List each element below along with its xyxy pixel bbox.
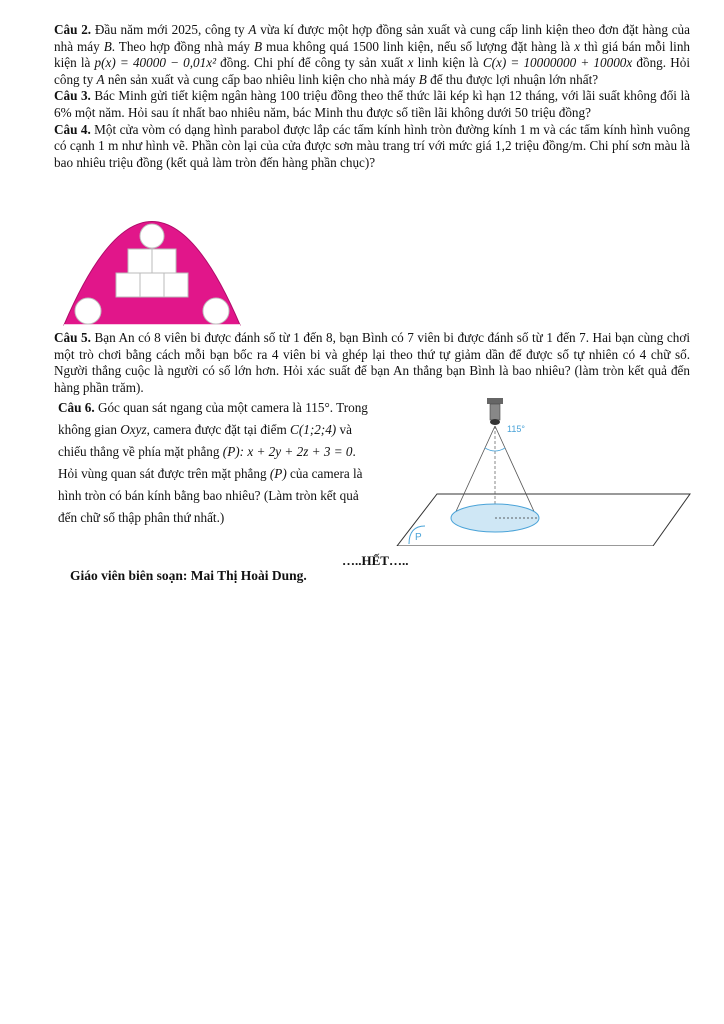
question-label: Câu 5. [54,330,91,345]
text: Bác Minh gửi tiết kiệm ngân hàng 100 triệu đồng theo thể thức lãi kép kì hạn 12 tháng, với lãi suất không đổi là 6% một năm. Hỏi sau ít nhất bao nhiêu năm, bác Minh thu được số tiền lãi không dưới 50 triệu đồng? [54,88,690,120]
math: x [574,38,581,54]
camera-body [490,404,500,420]
text: Một cửa vòm có dạng hình parabol được lắp các tấm kính hình tròn đường kính 1 m và các tấm kính hình vuông có cạnh 1 m như hình vẽ. Phần còn lại của cửa được sơn màu trang trí với mức giá 1,2 triệu đồng/m. Chi phí sơn màu là bao nhiêu triệu đồng (kết quả làm tròn đến hàng phần chục)? [54,121,691,170]
plane-label: P [415,532,422,543]
text: và chiếu thẳng về phía mặt phẳng [58,422,352,459]
question-label: Câu 3. [54,88,91,104]
cost-formula: C(x) = 10000000 + 10000x [482,55,633,71]
text: đồng. Chi phí để công ty sản xuất [216,55,408,71]
math: B [253,38,263,54]
text: . Trong không gian [58,400,368,437]
square-pane [164,273,188,297]
text: Góc quan sát ngang của một camera là [94,400,306,415]
text: . Theo hợp đồng nhà máy [111,38,254,54]
math: B [418,71,427,87]
circle-pane [140,224,164,248]
plane-p [397,494,690,546]
text: mua không quá 1500 linh kiện, nếu số lượng đặt hàng là [262,38,575,54]
question-5 [54,330,690,396]
circle-pane [75,298,101,324]
math: (P) [269,466,287,481]
plane-formula: (P): x + 2y + 2z + 3 = 0 [222,444,353,459]
text: Bạn An có 8 viên bi được đánh số từ 1 đến 8, bạn Bình có 7 viên bi được đánh số từ 1 đến 7. Hai bạn cùng chơi một trò chơi bằng cách mỗi bạn bốc ra 4 viên bi và ghép lại theo thứ tự giảm dần để được số tự nhiên có 4 chữ số. Người thắng cuộc là người có số lớn hơn. Hỏi xác suất để bạn An thắng bạn Bình là bao nhiêu? (làm tròn kết quả đến hàng phần trăm). [54,330,690,395]
text: linh kiện là [413,55,483,71]
question-4 [54,122,690,172]
question-6 [58,397,378,529]
text: vừa kí được một hợp đồng sản xuất và cung cấp linh kiện theo đơn đặt hàng của nhà máy [54,22,690,54]
math: B [103,38,112,54]
circle-pane [203,298,229,324]
price-formula: p(x) = 40000 − 0,01x² [94,55,217,71]
math: A [96,71,105,87]
end-marker: …..HẾT….. [342,553,409,568]
author-credit: Giáo viên biên soạn: Mai Thị Hoài Dung. [70,568,307,583]
angle-label: 115° [507,424,525,434]
text: đồng. Hỏi công ty [54,55,691,87]
square-pane [128,249,152,273]
camera-lens [490,419,500,425]
text: của camera là hình tròn có bán kính bằng bao nhiêu? (Làm tròn kết quả đến chữ số thập phân thứ nhất.) [58,466,363,525]
text: , camera được đặt tại điểm [146,422,291,437]
math: A [248,22,257,37]
text: nên sản xuất và cung cấp bao nhiêu linh kiện cho nhà máy [104,71,419,87]
math: Oxyz [120,422,147,437]
text: . Hỏi vùng quan sát được trên mặt phẳng [58,444,356,481]
question-label: Câu 2. [54,22,92,37]
math: 115° [305,400,330,415]
question-2 [54,22,690,88]
document-body-2 [54,330,690,396]
text: thì giá bán mỗi linh kiện là [54,38,691,71]
square-pane [152,249,176,273]
square-pane [116,273,140,297]
question-label: Câu 6. [58,400,95,415]
text: để thu được lợi nhuận lớn nhất? [426,71,599,87]
camera-mount [487,398,503,404]
document-body [54,22,690,171]
question-3 [54,88,690,121]
arch-window-figure [62,220,242,328]
text: Đầu năm mới 2025, công ty [91,22,249,37]
camera-figure [395,396,695,546]
point-formula: C(1;2;4) [290,422,337,437]
square-pane [140,273,164,297]
math: x [407,55,414,71]
question-label: Câu 4. [54,121,91,137]
